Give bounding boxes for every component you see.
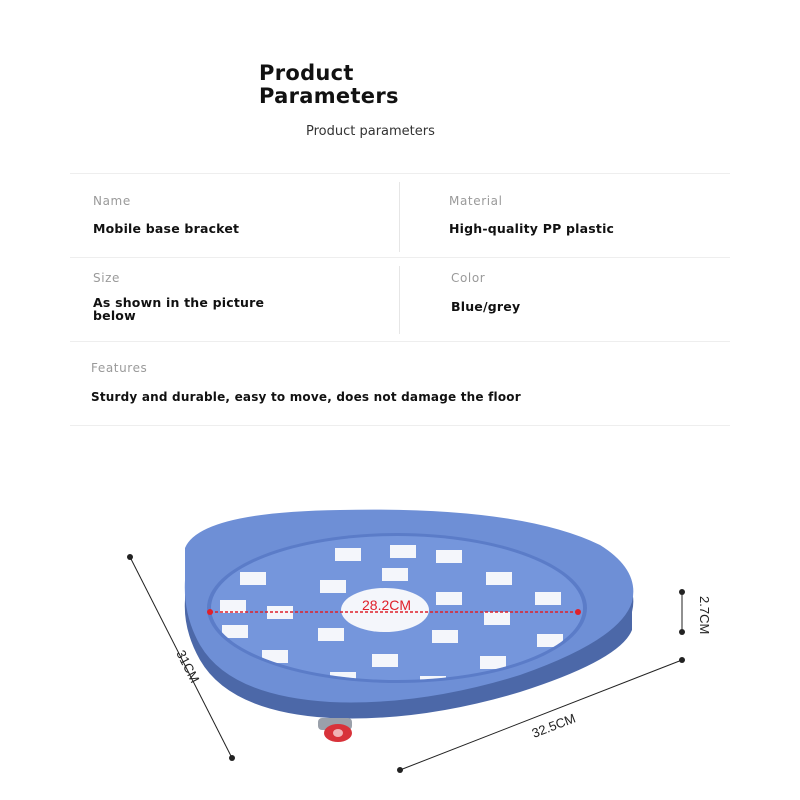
size-value-line-1: As shown in the picture — [93, 295, 265, 310]
depth-label: 31CM — [173, 647, 203, 686]
size-label: Size — [93, 271, 121, 285]
color-value: Blue/grey — [451, 299, 521, 314]
features-value: Sturdy and durable, easy to move, does not damage the floor — [91, 390, 521, 404]
title-line-2: Parameters — [259, 84, 399, 108]
height-end-bottom — [679, 629, 685, 635]
material-label: Material — [449, 194, 503, 208]
diameter-label: 28.2CM — [362, 597, 412, 613]
name-value: Mobile base bracket — [93, 221, 240, 236]
page-subtitle: Product parameters — [306, 124, 435, 139]
diameter-end-right — [575, 609, 581, 615]
height-end-top — [679, 589, 685, 595]
name-label: Name — [93, 194, 131, 208]
size-value-line-2: below — [93, 308, 136, 323]
width-label: 32.5CM — [529, 710, 578, 741]
title-line-1: Product — [259, 61, 354, 85]
depth-end-top — [127, 554, 133, 560]
color-label: Color — [451, 271, 486, 285]
depth-end-bottom — [229, 755, 235, 761]
material-value: High-quality PP plastic — [449, 221, 615, 236]
height-label: 2.7CM — [697, 596, 712, 635]
width-end-right — [679, 657, 685, 663]
diameter-end-left — [207, 609, 213, 615]
features-label: Features — [91, 361, 148, 375]
width-end-left — [397, 767, 403, 773]
wheel — [318, 718, 352, 742]
